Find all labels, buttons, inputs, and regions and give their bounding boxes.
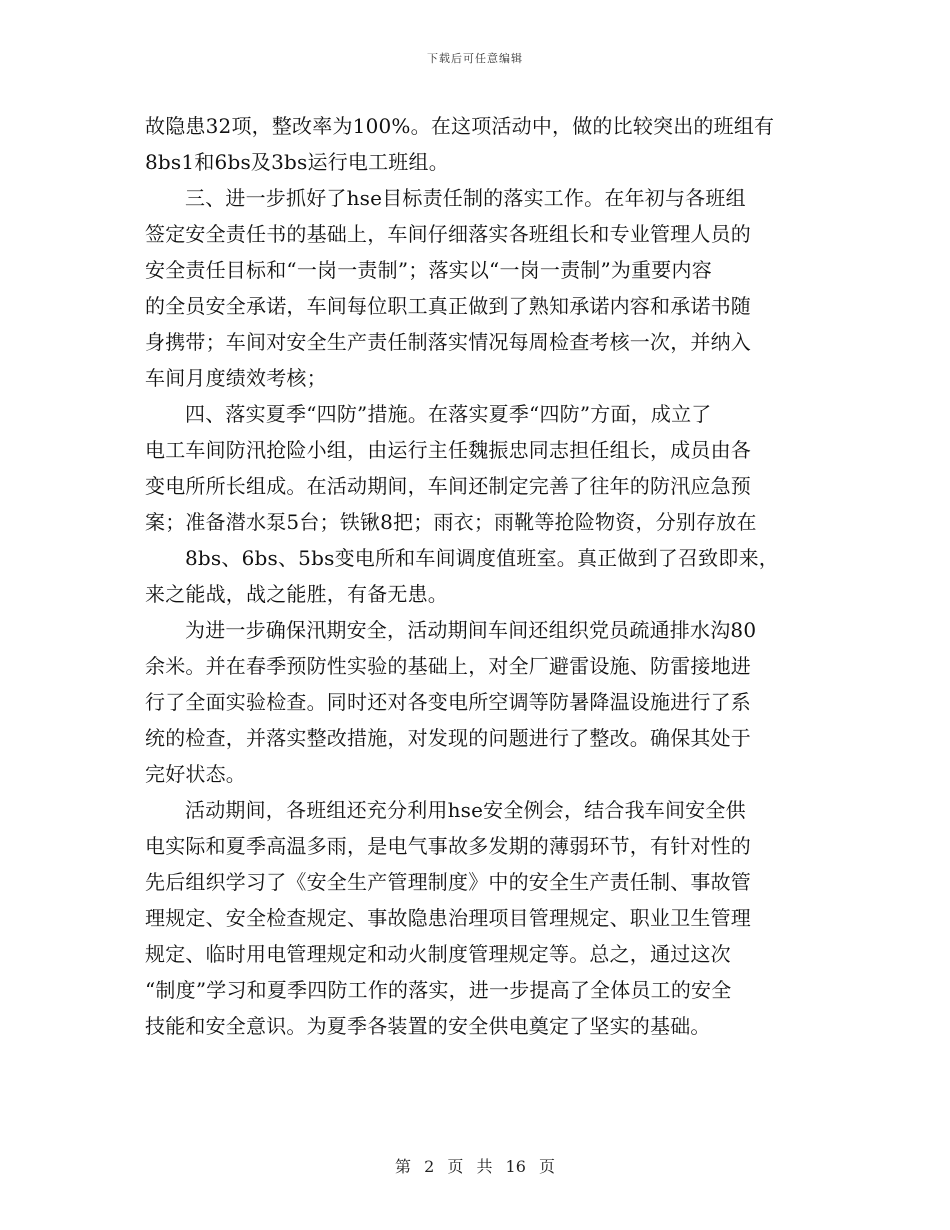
text-line: 技能和安全意识。为夏季各装置的安全供电奠定了坚实的基础。 [145,1014,711,1038]
text-line: 余米。并在春季预防性实验的基础上，对全厂避雷设施、防雷接地进 [145,654,751,678]
text-line: 8bs、6bs、5bs变电所和车间调度值班室。真正做到了召致即来， [185,546,779,570]
text-line: 电实际和夏季高温多雨，是电气事故多发期的薄弱环节，有针对性的 [145,834,751,858]
text-line: 来之能战，战之能胜，有备无患。 [145,582,448,606]
text-line: 电工车间防汛抢险小组，由运行主任魏振忠同志担任组长，成员由各 [145,438,751,462]
text-line: 8bs1和6bs及3bs运行电工班组。 [145,150,449,174]
text-line: 先后组织学习了《安全生产管理制度》中的安全生产责任制、事故管 [145,870,751,894]
text-line: 理规定、安全检查规定、事故隐患治理项目管理规定、职业卫生管理 [145,906,751,930]
text-line: 签定安全责任书的基础上，车间仔细落实各班组长和专业管理人员的 [145,222,751,246]
text-line: 统的检查，并落实整改措施，对发现的问题进行了整改。确保其处于 [145,726,751,750]
text-line: 三、进一步抓好了hse目标责任制的落实工作。在年初与各班组 [185,186,746,210]
page-header: 下载后可任意编辑 [427,52,523,65]
text-line: 变电所所长组成。在活动期间，车间还制定完善了往年的防汛应急预 [145,474,751,498]
text-line: 行了全面实验检查。同时还对各变电所空调等防暑降温设施进行了系 [145,690,751,714]
text-line: 车间月度绩效考核； [145,366,327,390]
text-line: 故隐患32项，整改率为100%。在这项活动中，做的比较突出的班组有 [145,114,775,138]
text-line: 完好状态。 [145,762,246,786]
text-line: 安全责任目标和“一岗一责制”；落实以“一岗一责制”为重要内容 [145,258,712,282]
text-line: 案；准备潜水泵5台；铁锹8把；雨衣；雨靴等抢险物资，分别存放在 [145,510,757,534]
page-footer: 第 2 页 共 16 页 [395,1157,555,1176]
text-line: 的全员安全承诺，车间每位职工真正做到了熟知承诺内容和承诺书随 [145,294,751,318]
text-line: 为进一步确保汛期安全，活动期间车间还组织党员疏通排水沟80 [185,618,757,642]
text-line: 活动期间，各班组还充分利用hse安全例会，结合我车间安全供 [185,798,746,822]
text-line: “制度”学习和夏季四防工作的落实，进一步提高了全体员工的安全 [145,978,732,1002]
text-line: 规定、临时用电管理规定和动火制度管理规定等。总之，通过这次 [145,942,731,966]
text-line: 身携带；车间对安全生产责任制落实情况每周检查考核一次，并纳入 [145,330,751,354]
document-body [145,108,815,1044]
text-line: 四、落实夏季“四防”措施。在落实夏季“四防”方面，成立了 [185,402,712,426]
